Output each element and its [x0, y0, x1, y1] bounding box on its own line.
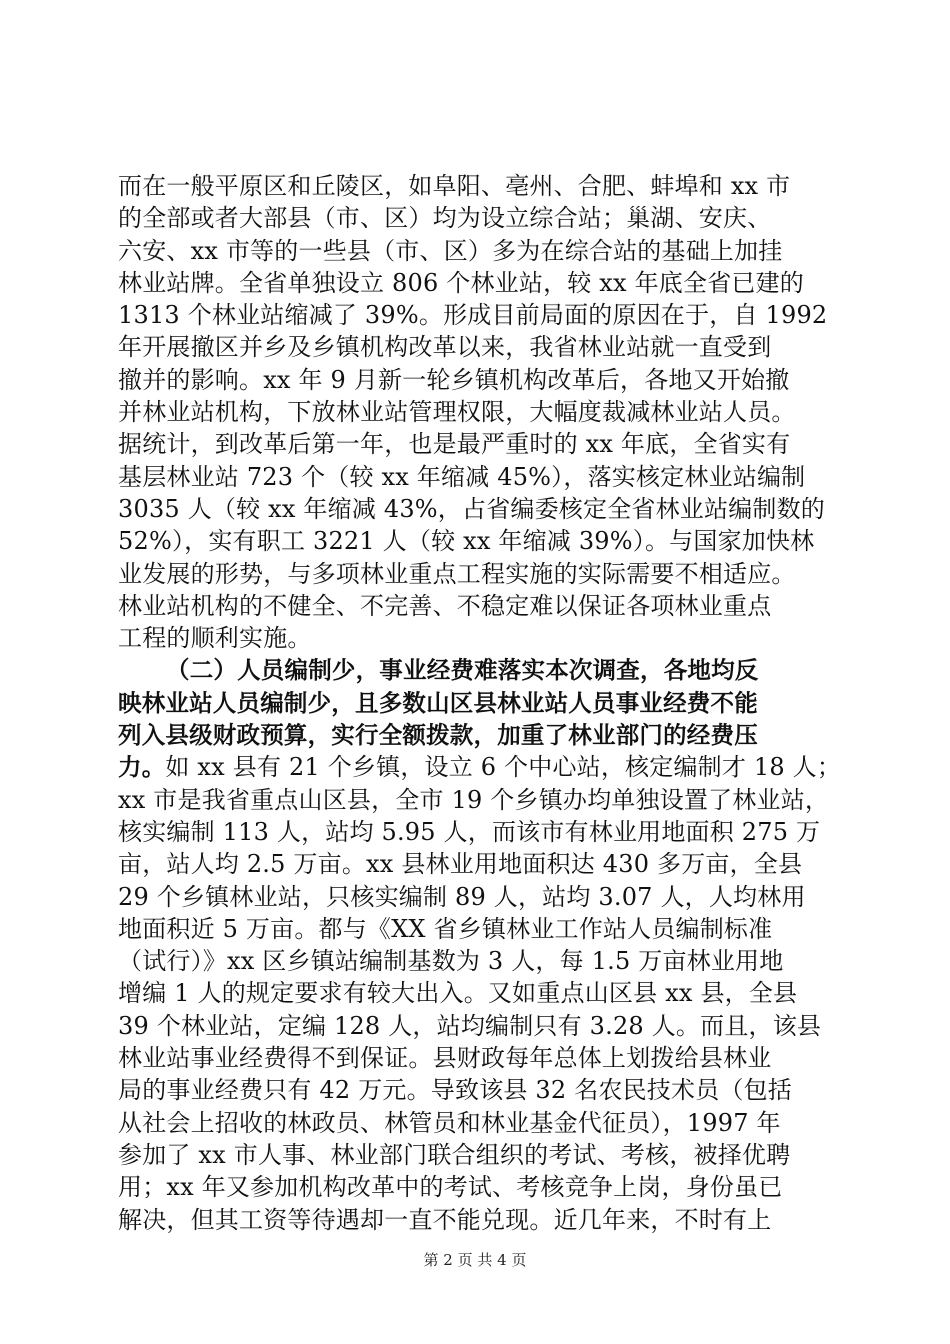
text-line: 业发展的形势，与多项林业重点工程实施的实际需要不相适应。 — [118, 559, 796, 588]
section-heading-tail: 力。 — [118, 753, 166, 782]
text-line: 29 个乡镇林业站，只核实编制 89 人，站均 3.07 人，人均林用 — [118, 882, 806, 911]
text-line: 3035 人（较 xx 年缩减 43%，占省编委核定全省林业站编制数的 — [118, 494, 826, 523]
text-line: 用；xx 年又参加机构改革中的考试、考核竞争上岗，身份虽已 — [118, 1173, 783, 1202]
text-line: 局的事业经费只有 42 万元。导致该县 32 名农民技术员（包括 — [118, 1076, 792, 1105]
text-line: 撤并的影响。xx 年 9 月新一轮乡镇机构改革后，各地又开始撤 — [118, 365, 790, 394]
section-heading-line: （二）人员编制少，事业经费难落实本次调查，各地均反 — [166, 656, 759, 685]
text-line: xx 市是我省重点山区县，全市 19 个乡镇办均单独设置了林业站， — [118, 785, 830, 814]
text-segment: 如 xx 县有 21 个乡镇，设立 6 个中心站，核定编制才 18 人； — [165, 753, 842, 782]
paragraph-2 — [118, 654, 842, 1235]
text-line: 39 个林业站，定编 128 人，站均编制只有 3.28 人。而且，该县 — [118, 1011, 822, 1040]
text-line: 林业站牌。全省单独设立 806 个林业站，较 xx 年底全省已建的 — [118, 268, 804, 297]
text-line: 地面积近 5 万亩。都与《XX 省乡镇林业工作站人员编制标准 — [118, 914, 773, 943]
page-footer: 第 2 页 共 4 页 — [423, 1251, 527, 1269]
text-line: 核实编制 113 人，站均 5.95 人，而该市有林业用地面积 275 万 — [118, 817, 821, 846]
text-line: 林业站机构的不健全、不完善、不稳定难以保证各项林业重点 — [118, 591, 772, 620]
text-line: 1313 个林业站缩减了 39%。形成目前局面的原因在于，自 1992 — [118, 301, 828, 330]
section-heading-line: 列入县级财政预算，实行全额拨款，加重了林业部门的经费压 — [118, 721, 758, 750]
body-text — [118, 170, 842, 1236]
text-line: 据统计，到改革后第一年，也是最严重时的 xx 年底，全省实有 — [118, 430, 791, 459]
text-line: 而在一般平原区和丘陵区，如阜阳、亳州、合肥、蚌埠和 xx 市 — [118, 172, 791, 200]
text-line: 年开展撤区并乡及乡镇机构改革以来，我省林业站就一直受到 — [118, 333, 772, 362]
text-line: 的全部或者大部县（市、区）均为设立综合站；巢湖、安庆、 — [118, 204, 772, 233]
text-line: 从社会上招收的林政员、林管员和林业基金代征员），1997 年 — [118, 1108, 781, 1137]
text-line: 亩，站人均 2.5 万亩。xx 县林业用地面积达 430 多万亩，全县 — [118, 850, 803, 879]
text-line: 工程的顺利实施。 — [118, 624, 312, 653]
text-line: 解决，但其工资等待遇却一直不能兑现。近几年来，不时有上 — [118, 1205, 772, 1234]
text-line: 林业站事业经费得不到保证。县财政每年总体上划拨给县林业 — [118, 1044, 772, 1073]
text-line: 六安、xx 市等的一些县（市、区）多为在综合站的基础上加挂 — [118, 236, 783, 265]
text-line: 并林业站机构，下放林业站管理权限，大幅度裁减林业站人员。 — [118, 398, 796, 427]
paragraph-1 — [118, 170, 836, 654]
text-line: 基层林业站 723 个（较 xx 年缩减 45%），落实核定林业站编制 — [118, 462, 806, 491]
section-heading-line: 映林业站人员编制少，且多数山区县林业站人员事业经费不能 — [118, 688, 758, 717]
text-line — [118, 751, 842, 783]
text-line: 增编 1 人的规定要求有较大出入。又如重点山区县 xx 县，全县 — [118, 979, 798, 1008]
text-line: 52%），实有职工 3221 人（较 xx 年缩减 39%）。与国家加快林 — [118, 527, 815, 556]
text-line: （试行）》xx 区乡镇站编制基数为 3 人，每 1.5 万亩林业用地 — [118, 947, 784, 976]
text-line: 参加了 xx 市人事、林业部门联合组织的考试、考核，被择优聘 — [118, 1140, 791, 1169]
